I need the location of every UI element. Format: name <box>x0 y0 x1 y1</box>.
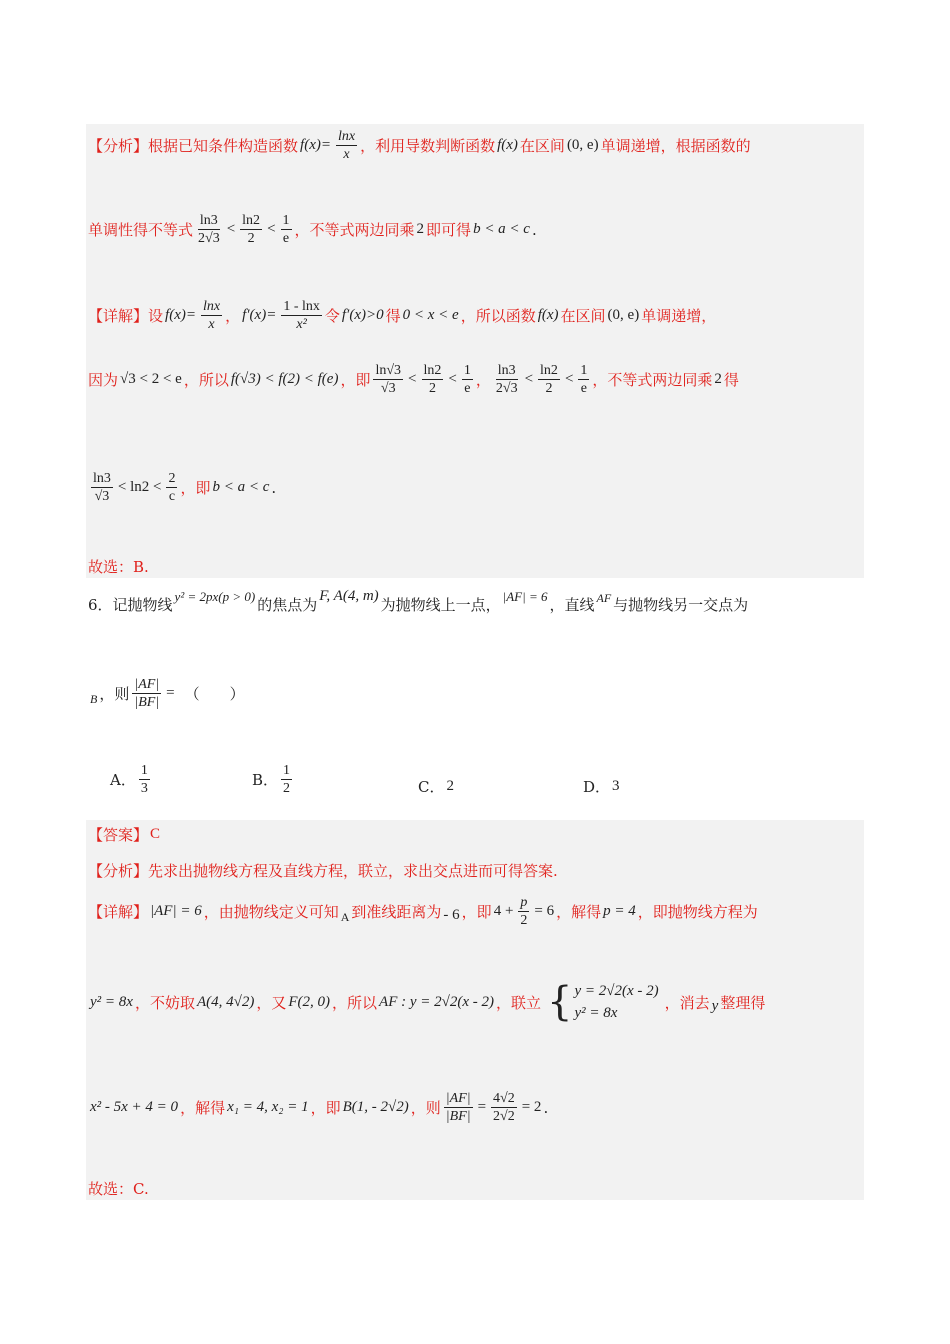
fraction: $\frac{1}{e}$ <box>580 363 588 396</box>
fraction: $\frac{\ln x}{x}$ <box>337 129 356 162</box>
fraction: $\frac{2}{c}$ <box>168 471 176 504</box>
fraction: $\frac{1}{3}$ <box>140 763 148 796</box>
fraction: $\frac{1 - \ln x}{\text{x²}}$ <box>283 299 320 332</box>
fraction: $\frac{\ln 3}{2√3}$ <box>198 213 220 246</box>
answer-line: 【答案】 C <box>88 826 161 844</box>
analysis-tag: 【分析】 <box>88 137 149 155</box>
analysis-line-1: 【分析】 根据已知条件构造函数 f(x)= $\frac{\ln x}{x}$ ，利用导数判断函数 f(x) 在区间 (0, e) 单调递增，根据函数的 <box>88 129 751 162</box>
fraction: $\frac{\ln 3}{2√3}$ <box>495 363 518 396</box>
analysis-6-line: 【分析】 先求出抛物线方程及直线方程，联立，求出交点进而可得答案. <box>88 862 558 880</box>
fraction: $\frac{1}{e}$ <box>282 213 290 246</box>
detail-tag: 【详解】 <box>88 903 149 921</box>
detail-6-line-1: 【详解】 |AF| = 6 ，由抛物线定义可知 A 到准线距离为 - 6 ，即 4 + $\frac{p}{2}$ = 6 ，解得 p = 4 ，即抛物线方程为 <box>88 895 758 928</box>
detail-line-1: 【详解】 设 f(x)= $\frac{\ln x}{x}$ ， f′(x)= $\frac{1 - \ln x}{\text{x²}}$ 令 f′(x)>0 得 0 < x < e ，所以函数 f(x) 在区间 (0, e) 单调递增， <box>88 299 717 332</box>
analysis-tag: 【分析】 <box>88 862 149 880</box>
detail-6-line-2: y² = 8x ，不妨取 A(4, 4√2) ，又 F(2, 0) ，所以 AF : y = 2√2(x - 2) ，联立 { y = 2√2(x - 2) y² = 8x ，消去 y 整理得 <box>90 979 766 1025</box>
answer-tag: 【答案】 <box>88 826 149 844</box>
fraction: $\frac{|AF|}{|BF|}$ <box>134 677 160 710</box>
fraction: $\frac{p}{2}$ <box>520 895 528 928</box>
option-b[interactable]: B． $\frac{1}{2}$ <box>252 763 291 796</box>
detail-line-2: 因为 √3 < 2 < e ，所以 f(√3) < f(2) < f(e) ，即 $\frac{\ln√3}{√3}$ < $\frac{\ln 2}{2}$ < $\frac{1}{e}$ ， $\frac{\ln 3}{2√3}$ < $\frac{\ln 2}{2}$ < $\frac{1}{e}$ ，不等式两边同乘 2 得 <box>88 363 739 396</box>
fraction: $\frac{1}{2}$ <box>283 763 291 796</box>
fraction: $\frac{4√2}{2√2}$ <box>493 1091 515 1124</box>
choice-line-1: 故选：B. <box>88 558 149 576</box>
fraction: $\frac{\ln 3}{√3}$ <box>93 471 111 504</box>
fraction: $\frac{|AF|}{|BF|}$ <box>445 1091 471 1124</box>
question-6-line-1: 6．记抛物线 y² = 2px(p > 0) 的焦点为 F, A(4, m) 为抛物线上一点， |AF| = 6 ，直线 AF 与抛物线另一交点为 <box>88 588 749 614</box>
option-a[interactable]: A． $\frac{1}{3}$ <box>110 763 148 796</box>
analysis-line-2: 单调性得不等式 $\frac{\ln 3}{2√3}$ < $\frac{\ln 2}{2}$ < $\frac{1}{e}$ ，不等式两边同乘 2 即可得 b < a < c . <box>88 213 537 246</box>
fraction: $\frac{\ln x}{x}$ <box>202 299 221 332</box>
fraction: $\frac{\ln√3}{√3}$ <box>375 363 402 396</box>
fraction: $\frac{\ln 2}{2}$ <box>242 213 261 246</box>
detail-line-3: $\frac{\ln 3}{√3}$ < ln2 < $\frac{2}{c}$ ，即 b < a < c . <box>93 471 277 504</box>
choice-line-6: 故选：C. <box>88 1180 149 1198</box>
fraction: $\frac{\ln 2}{2}$ <box>540 363 558 396</box>
fraction: $\frac{\ln 2}{2}$ <box>423 363 442 396</box>
option-d[interactable]: D． 3 <box>583 778 620 796</box>
solution-block-1 <box>86 124 864 578</box>
option-c[interactable]: C． 2 <box>418 778 454 796</box>
fraction: $\frac{1}{e}$ <box>463 363 471 396</box>
equation-system: { y = 2√2(x - 2) y² = 8x <box>547 979 659 1025</box>
question-6-line-2: B ，则 $\frac{|AF|}{|BF|}$ = （ ） <box>90 677 245 710</box>
detail-6-line-3: x² - 5x + 4 = 0 ，解得 x₁ = 4, x₂ = 1 ，即 B(1, - 2√2) ，则 $\frac{|AF|}{|BF|}$ = $\frac{4√2}{2√2}$ = 2 . <box>90 1091 549 1124</box>
detail-tag: 【详解】 <box>88 307 149 325</box>
